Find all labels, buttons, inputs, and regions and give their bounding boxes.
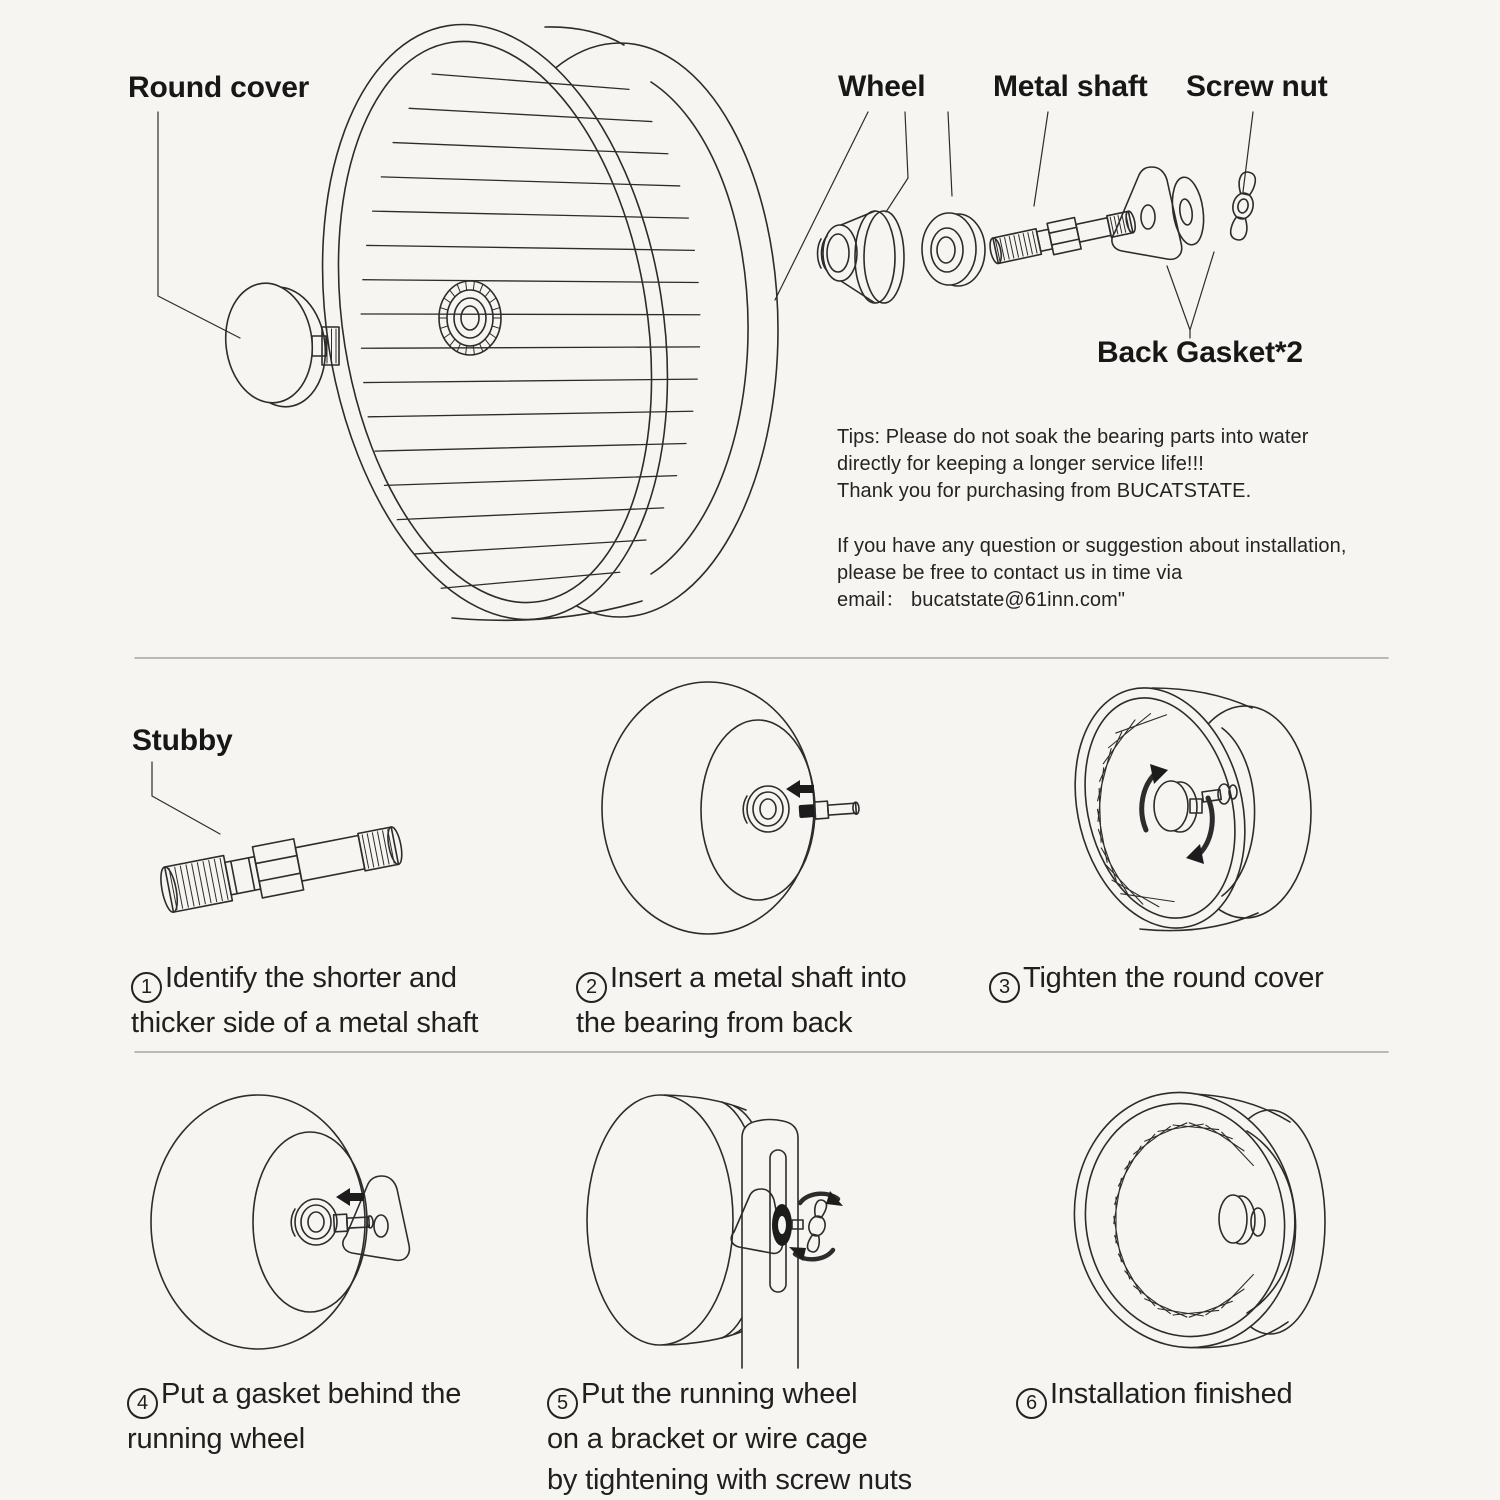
stubby-label: Stubby bbox=[132, 724, 233, 757]
step6-illustration bbox=[1054, 1075, 1325, 1365]
step4-illustration bbox=[151, 1095, 409, 1349]
insert-arrow-icon bbox=[786, 780, 814, 798]
step-5-line-1: Put the running wheel bbox=[581, 1378, 858, 1410]
step1-illustration bbox=[157, 819, 405, 916]
bearing-back bbox=[743, 786, 789, 832]
step-2-line-2: the bearing from back bbox=[576, 1007, 853, 1039]
bracket bbox=[742, 1120, 798, 1369]
back-gasket-part bbox=[1112, 167, 1182, 259]
step-6 bbox=[1016, 1374, 1292, 1419]
tips-line: directly for keeping a longer service life!!! bbox=[837, 453, 1204, 475]
step-3 bbox=[989, 958, 1324, 1003]
step-6-number: 6 bbox=[1016, 1388, 1047, 1419]
step-1 bbox=[131, 958, 478, 1044]
step-1-number: 1 bbox=[131, 972, 162, 1003]
tips-line: If you have any question or suggestion about installation, bbox=[837, 535, 1347, 557]
step-5 bbox=[547, 1374, 912, 1500]
step-2-line-1: Insert a metal shaft into bbox=[610, 962, 907, 994]
step-6-line-1: Installation finished bbox=[1050, 1378, 1293, 1410]
wheel-hub-part bbox=[818, 211, 904, 303]
bearing-back-4 bbox=[291, 1199, 337, 1245]
shaft-insert bbox=[798, 799, 859, 820]
step-5-line-3: by tightening with screw nuts bbox=[547, 1464, 912, 1496]
round-cover-label: Round cover bbox=[128, 71, 310, 104]
wing-nut-5 bbox=[803, 1199, 831, 1254]
tips-text bbox=[837, 424, 1437, 614]
screw-nut-label: Screw nut bbox=[1186, 70, 1328, 103]
screw-nut-part bbox=[1226, 170, 1260, 241]
step-5-line-2: on a bracket or wire cage bbox=[547, 1423, 868, 1455]
tips-line: email： bucatstate@61inn.com" bbox=[837, 589, 1126, 611]
washer-nut-5 bbox=[772, 1199, 831, 1254]
back-gasket-label: Back Gasket*2 bbox=[1097, 336, 1303, 369]
metal-shaft-label: Metal shaft bbox=[993, 70, 1148, 103]
step-3-number: 3 bbox=[989, 972, 1020, 1003]
step-4 bbox=[127, 1374, 461, 1460]
step-4-line-1: Put a gasket behind the bbox=[161, 1378, 462, 1410]
bearing-part bbox=[922, 213, 985, 286]
step-2 bbox=[576, 958, 906, 1044]
step-1-line-1: Identify the shorter and bbox=[165, 962, 457, 994]
step-4-number: 4 bbox=[127, 1388, 158, 1419]
round-cover-part bbox=[219, 278, 339, 412]
step-1-line-2: thicker side of a metal shaft bbox=[131, 1007, 479, 1039]
wheel-label: Wheel bbox=[838, 70, 926, 103]
step-4-line-2: running wheel bbox=[127, 1423, 305, 1455]
tips-line: Thank you for purchasing from BUCATSTATE. bbox=[837, 480, 1252, 502]
exploded-parts bbox=[818, 167, 1260, 303]
metal-shaft-part bbox=[987, 206, 1137, 268]
tips-line: please be free to contact us in time via bbox=[837, 562, 1183, 584]
step2-illustration bbox=[602, 682, 859, 934]
step-5-number: 5 bbox=[547, 1388, 578, 1419]
gasket-insert bbox=[343, 1176, 410, 1260]
tips-line: Tips: Please do not soak the bearing parts into water bbox=[837, 426, 1309, 448]
step3-illustration bbox=[1051, 670, 1311, 946]
step-2-number: 2 bbox=[576, 972, 607, 1003]
step-3-line-1: Tighten the round cover bbox=[1023, 962, 1324, 994]
step5-illustration bbox=[587, 1095, 843, 1368]
